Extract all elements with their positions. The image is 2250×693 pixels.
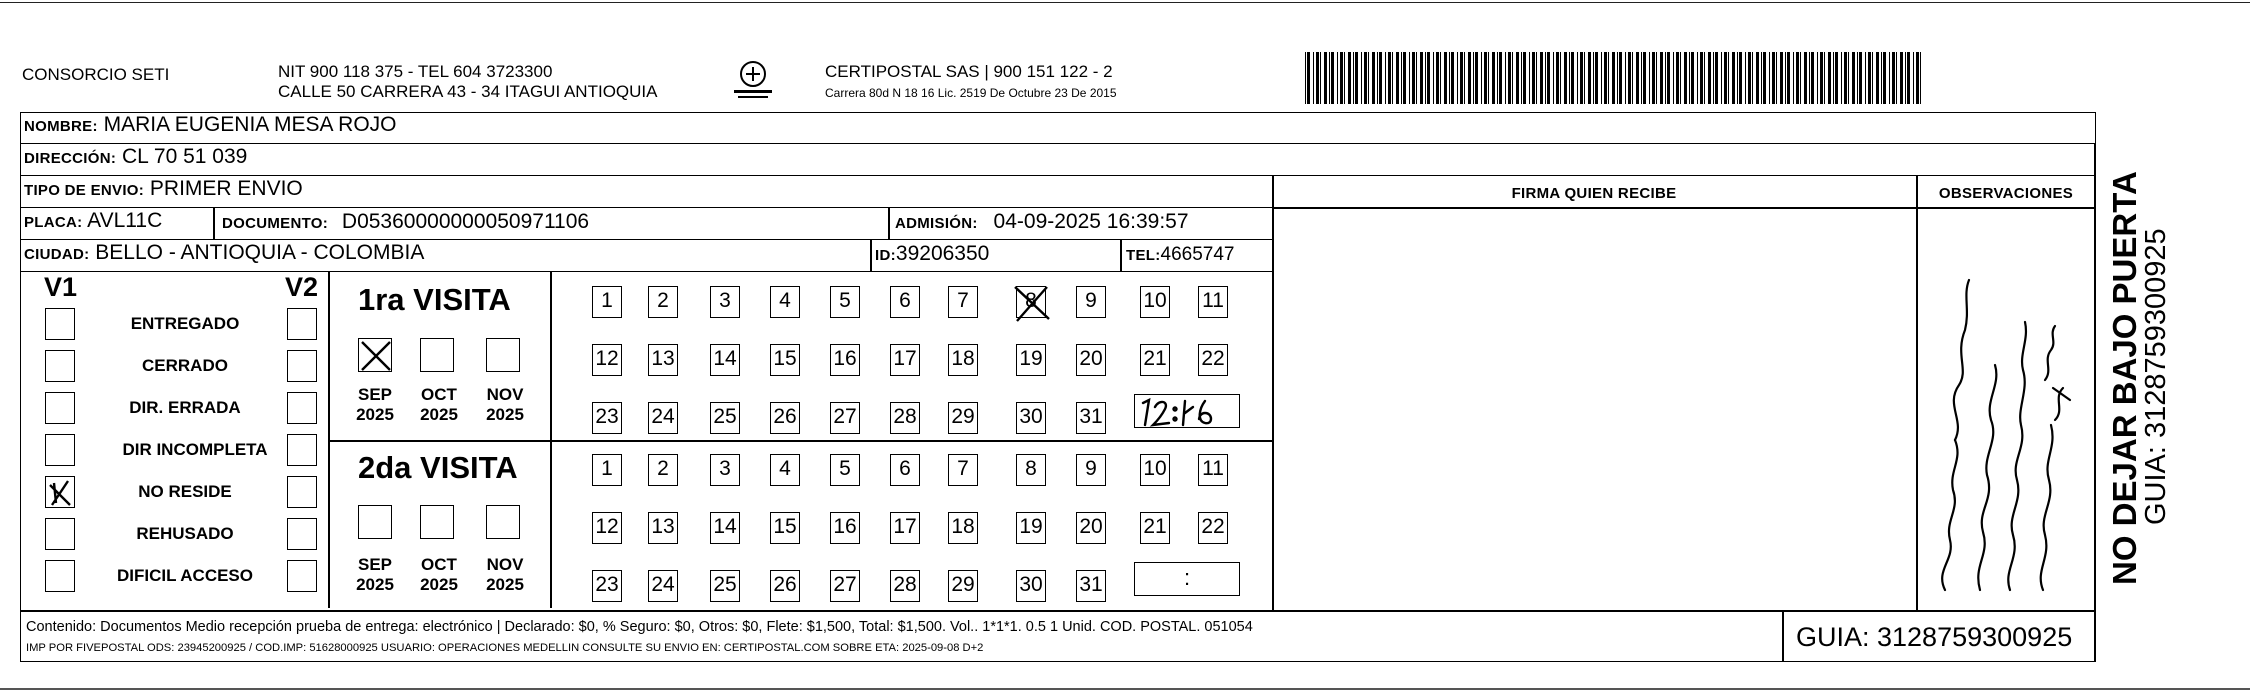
day-box[interactable]: 24 [648, 570, 678, 602]
admision-value: 04-09-2025 16:39:57 [993, 210, 1189, 233]
day-box[interactable]: 13 [648, 512, 678, 544]
visit-month-divider [550, 272, 552, 608]
day-box[interactable]: 16 [830, 344, 860, 376]
day-box[interactable]: 23 [592, 402, 622, 434]
id-label: ID: [875, 247, 896, 264]
day-box[interactable]: 26 [770, 402, 800, 434]
firma-left-border [1272, 176, 1274, 610]
second-month-box-oct[interactable] [420, 505, 454, 539]
day-box[interactable]: 12 [592, 512, 622, 544]
tel-label: TEL: [1126, 247, 1161, 264]
day-box[interactable]: 17 [890, 512, 920, 544]
day-box[interactable]: 9 [1076, 286, 1106, 318]
documento-field [222, 209, 589, 237]
documento-label: DOCUMENTO: [222, 215, 329, 232]
v1-checkbox-checked[interactable] [45, 476, 75, 508]
day-box[interactable]: 1 [592, 286, 622, 318]
day-box[interactable]: 17 [890, 344, 920, 376]
day-box[interactable]: 2 [648, 286, 678, 318]
id-field [875, 241, 989, 269]
divider [1120, 240, 1122, 272]
day-box[interactable]: 8 [1016, 286, 1046, 318]
month-label: NOV 2025 [486, 555, 524, 594]
v1-checkbox[interactable] [45, 350, 75, 382]
day-box[interactable]: 20 [1076, 344, 1106, 376]
day-box[interactable]: 10 [1140, 286, 1170, 318]
visit-divider [328, 440, 1272, 442]
day-box[interactable]: 15 [770, 512, 800, 544]
day-box[interactable]: 16 [830, 512, 860, 544]
day-box[interactable]: 11 [1198, 286, 1228, 318]
first-month-box-sep[interactable] [358, 338, 392, 372]
day-box[interactable]: 14 [710, 512, 740, 544]
month-label: OCT 2025 [420, 385, 458, 424]
certipostal-logo [728, 58, 778, 102]
month-label: SEP 2025 [356, 555, 394, 594]
ciudad-value: BELLO - ANTIOQUIA - COLOMBIA [95, 241, 425, 264]
v1-label: V1 [44, 272, 78, 302]
v2-checkbox[interactable] [287, 434, 317, 466]
day-box[interactable]: 19 [1016, 344, 1046, 376]
day-box[interactable]: 11 [1198, 454, 1228, 486]
day-box[interactable]: 6 [890, 286, 920, 318]
obs-left-border [1916, 176, 1918, 610]
footer-line [20, 610, 2096, 612]
day-box[interactable]: 22 [1198, 512, 1228, 544]
observaciones-label: OBSERVACIONES [1938, 185, 2074, 202]
month-label: SEP 2025 [356, 385, 394, 424]
day-box[interactable]: 18 [948, 512, 978, 544]
firma-label: FIRMA QUIEN RECIBE [1511, 185, 1677, 202]
day-box[interactable]: 22 [1198, 344, 1228, 376]
day-box[interactable]: 28 [890, 402, 920, 434]
day-box[interactable]: 12 [592, 344, 622, 376]
footer-contenido: Contenido: Documentos Medio recepción prueba de entrega: electrónico | Declarado: $0, % Seguro: $0, Otros: $0, Flete: $1,500, Total: $1,500. Vol.. 1*1*1. 0.5 1 Unid. COD. POSTAL. 051054 [26, 619, 1253, 635]
tipo-label: TIPO DE ENVIO: [24, 182, 145, 199]
direccion-value: CL 70 51 039 [122, 145, 248, 168]
day-box[interactable]: 30 [1016, 402, 1046, 434]
v2-label: V2 [285, 272, 319, 302]
day-box[interactable]: 13 [648, 344, 678, 376]
direccion-label: DIRECCIÓN: [24, 150, 117, 167]
day-box[interactable]: 8 [1016, 454, 1046, 486]
scan-edge [0, 2, 2250, 3]
day-box[interactable]: 5 [830, 454, 860, 486]
scan-edge [0, 688, 2250, 690]
documento-value: D05360000000050971106 [341, 210, 590, 233]
tipo-row [20, 176, 1272, 208]
day-box[interactable]: 4 [770, 286, 800, 318]
status-label: DIFICIL ACCESO [116, 566, 253, 585]
nit-line: NIT 900 118 375 - TEL 604 3723300 [278, 62, 553, 81]
first-visit-label: 1ra VISITA [358, 282, 511, 317]
day-box[interactable]: 5 [830, 286, 860, 318]
day-box[interactable]: 21 [1140, 512, 1170, 544]
v2-checkbox[interactable] [287, 518, 317, 550]
v2-checkbox[interactable] [287, 560, 317, 592]
v1-checkbox[interactable] [45, 518, 75, 550]
day-box[interactable]: 10 [1140, 454, 1170, 486]
day-box[interactable]: 2 [648, 454, 678, 486]
admision-field [895, 209, 1189, 237]
day-box[interactable]: 26 [770, 570, 800, 602]
id-value: 39206350 [895, 242, 990, 265]
v1-checkbox[interactable] [45, 308, 75, 340]
day-box[interactable]: 7 [948, 286, 978, 318]
license-line: Carrera 80d N 18 16 Lic. 2519 De Octubre 23 De 2015 [825, 86, 1117, 100]
day-box[interactable]: 30 [1016, 570, 1046, 602]
status-label: REHUSADO [136, 524, 234, 543]
day-box[interactable]: 28 [890, 570, 920, 602]
month-label: NOV 2025 [486, 385, 524, 424]
footer-guia: GUIA: 3128759300925 [1796, 622, 2073, 652]
ciudad-label: CIUDAD: [24, 246, 90, 263]
day-box[interactable]: 31 [1076, 570, 1106, 602]
day-box[interactable]: 20 [1076, 512, 1106, 544]
barcode [1305, 52, 1923, 104]
second-month-box-nov[interactable] [486, 505, 520, 539]
status-label: CERRADO [142, 356, 228, 375]
first-month-box-nov[interactable] [486, 338, 520, 372]
side-warning: NO DEJAR BAJO PUERTA [2106, 171, 2143, 585]
tipo-value: PRIMER ENVIO [149, 177, 303, 200]
v2-checkbox[interactable] [287, 350, 317, 382]
footer-imp: IMP POR FIVEPOSTAL ODS: 23945200925 / COD.IMP: 51628000925 USUARIO: OPERACIONES MEDELLIN CONSULTE SU ENVIO EN: CERTIPOSTAL.COM SOBRE ETA: 2025-09-08 D+2 [26, 642, 984, 654]
tel-value: 4665747 [1160, 244, 1235, 265]
side-guia: GUIA: 3128759300925 [2140, 228, 2172, 525]
divider [870, 240, 872, 272]
day-box[interactable]: 6 [890, 454, 920, 486]
second-visit-time[interactable]: : [1134, 562, 1240, 596]
status-label: DIR. ERRADA [129, 398, 241, 417]
v1-checkbox[interactable] [45, 392, 75, 424]
status-label: DIR INCOMPLETA [122, 440, 268, 459]
first-month-box-oct[interactable] [420, 338, 454, 372]
day-box[interactable]: 18 [948, 344, 978, 376]
placa-label: PLACA: [24, 214, 83, 231]
v1-checkbox[interactable] [45, 434, 75, 466]
ciudad-row [20, 240, 1272, 272]
nombre-label: NOMBRE: [24, 118, 98, 135]
footer-divider [1782, 610, 1784, 662]
day-box[interactable]: 23 [592, 570, 622, 602]
month-label: OCT 2025 [420, 555, 458, 594]
status-label: NO RESIDE [138, 482, 232, 501]
day-box[interactable]: 29 [948, 402, 978, 434]
day-box[interactable]: 24 [648, 402, 678, 434]
address-line: CALLE 50 CARRERA 43 - 34 ITAGUI ANTIOQUIA [278, 82, 658, 101]
divider [213, 208, 215, 240]
v2-checkbox[interactable] [287, 308, 317, 340]
day-box[interactable]: 15 [770, 344, 800, 376]
day-box[interactable]: 27 [830, 570, 860, 602]
day-box[interactable]: 29 [948, 570, 978, 602]
day-box[interactable]: 19 [1016, 512, 1046, 544]
day-box[interactable]: 31 [1076, 402, 1106, 434]
day-box[interactable]: 3 [710, 286, 740, 318]
v2-checkbox[interactable] [287, 476, 317, 508]
day-box[interactable]: 25 [710, 570, 740, 602]
company-name: CONSORCIO SETI [22, 65, 170, 84]
right-border [2094, 144, 2096, 662]
status-label: ENTREGADO [130, 314, 240, 333]
nombre-value: MARIA EUGENIA MESA ROJO [103, 113, 397, 136]
nombre-row [20, 112, 2096, 144]
second-visit-label: 2da VISITA [358, 450, 518, 485]
placa-value: AVL11C [87, 209, 163, 232]
v2-checkbox[interactable] [287, 392, 317, 424]
day-box[interactable]: 7 [948, 454, 978, 486]
day-box[interactable]: 25 [710, 402, 740, 434]
day-box[interactable]: 14 [710, 344, 740, 376]
first-visit-time[interactable] [1134, 394, 1240, 428]
certipostal-line: CERTIPOSTAL SAS | 900 151 122 - 2 [825, 62, 1113, 81]
day-box[interactable]: 27 [830, 402, 860, 434]
admision-label: ADMISIÓN: [895, 215, 978, 232]
v1-checkbox[interactable] [45, 560, 75, 592]
handwritten-observation [1925, 270, 2085, 600]
day-box[interactable]: 1 [592, 454, 622, 486]
firma-header-line [1272, 207, 2094, 209]
day-box[interactable]: 4 [770, 454, 800, 486]
direccion-row [20, 144, 2096, 176]
second-month-box-sep[interactable] [358, 505, 392, 539]
tel-field [1126, 243, 1235, 268]
day-box[interactable]: 21 [1140, 344, 1170, 376]
day-box[interactable]: 9 [1076, 454, 1106, 486]
day-box[interactable]: 3 [710, 454, 740, 486]
divider [888, 208, 890, 240]
